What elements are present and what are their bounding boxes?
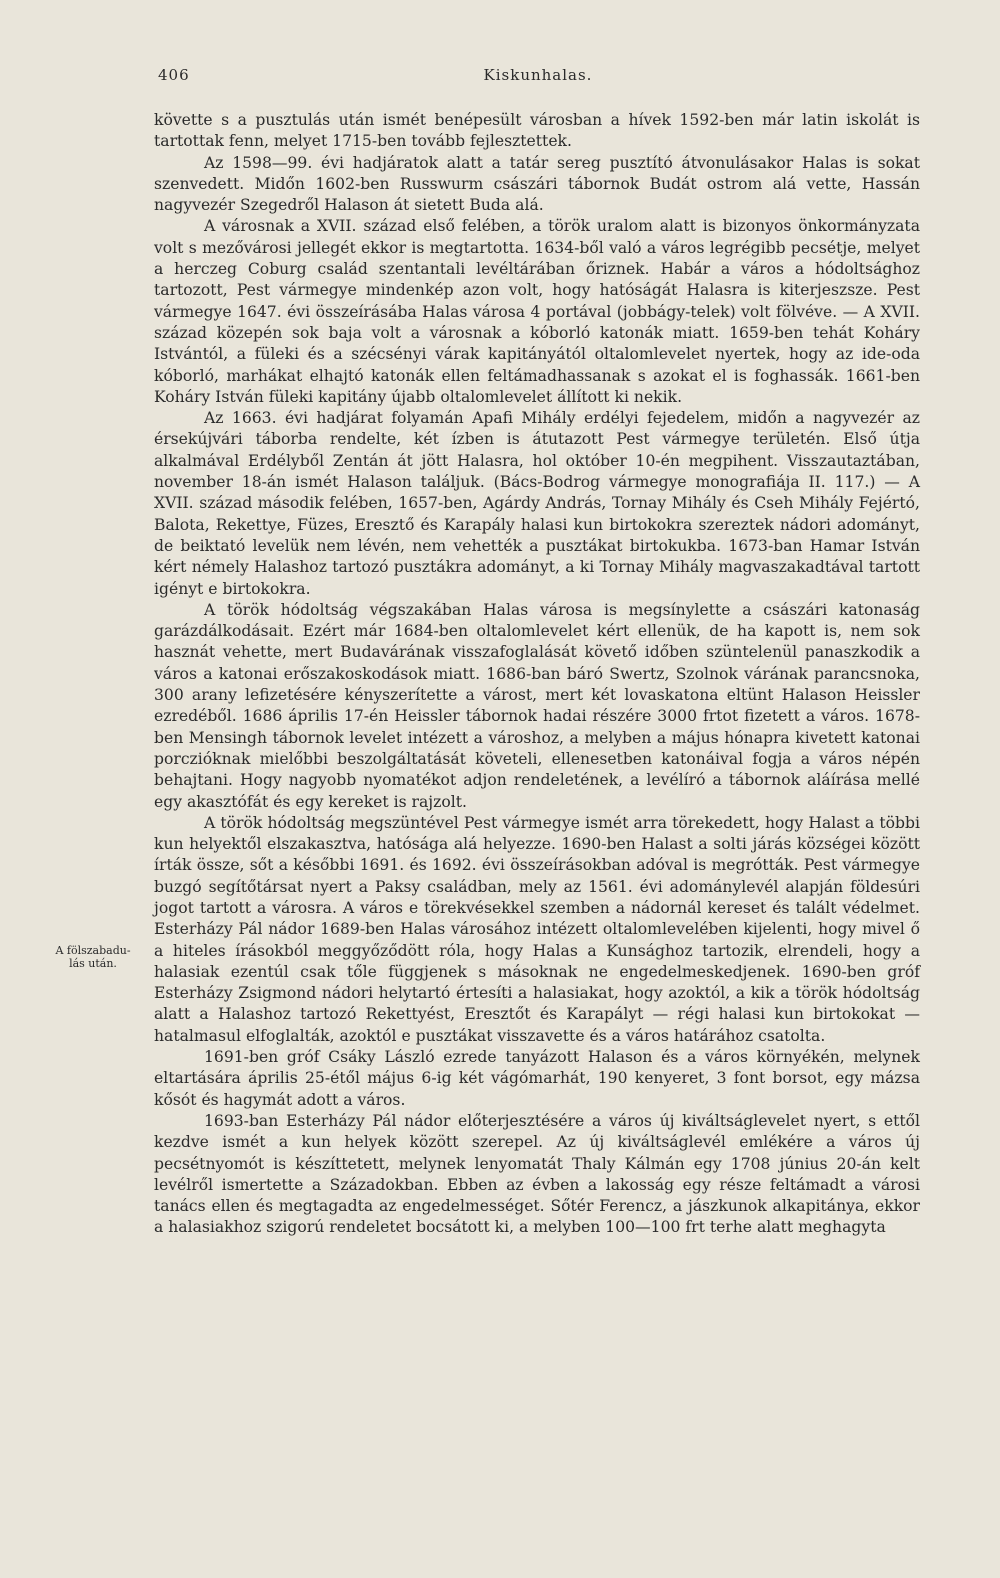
paragraph: A török hódoltság végszakában Halas városa is megsínylette a császári katonaság garázdálkodásait. Ezért már 1684-ben oltalomlevelet kért ellenük, de ha kapott is, nem sok hasznát vehette, mert Budavárának visszafoglalását követő időben szüntelenül panaszkodik a város a katonai erőszakoskodások miatt. 1686-ban báró Swertz, Szolnok várának parancsnoka, 300 arany lefizetésére kényszerítette a várost, mert két lovaskatona eltünt Halason Heissler ezredéből. 1686 április 17-én Heissler tábornok hadai részére 3000 frtot fizetett a város. 1678-ben Mensingh tábornok levelet intézett a városhoz, a melyben a május hónapra kivetett katonai porczióknak mielőbbi beszolgáltatását követeli, ellenesetben katonáival fogja a város népén behajtani. Hogy nagyobb nyomatékot adjon rendeletének, a levélíró a tábornok aláírása mellé egy akasztófát és egy kereket is rajzolt.	[154, 600, 920, 811]
paragraph: 1693-ban Esterházy Pál nádor előterjesztésére a város új kiváltságlevelet nyert, s ettől kezdve ismét a kun helyek között szerepel. Az új kiváltságlevél emlékére a város új pecsétnyomót is készíttetett, melynek lenyomatát Thaly Kálmán egy 1708 június 20-án kelt levélről ismertette a Századokban. Ebben az évben a lakosság egy része feltámadt a városi tanács ellen és megtagadta az engedelmességet. Sőtér Ferencz, a jászkunok alkapitánya, ekkor a halasiakhoz szigorú rendeletet bocsátott ki, a melyben 100—100 frt terhe alatt meghagyta	[154, 1111, 920, 1237]
body-text	[154, 110, 920, 1239]
paragraph: követte s a pusztulás után ismét benépesült városban a hívek 1592-ben már latin iskolát is tartottak fenn, melyet 1715-ben tovább fejlesztettek.	[154, 111, 920, 151]
margin-note-text: A fölszabadu- lás után.	[55, 944, 131, 970]
paragraph: Az 1663. évi hadjárat folyamán Apafi Mihály erdélyi fejedelem, midőn a nagyvezér az érsekújvári táborba rendelte, két ízben is átutazott Pest vármegye területén. Első útja alkalmával Erdélyből Zentán át jött Halasra, hol október 10-én megpihent. Visszautaztában, november 18-án ismét Halason találjuk. (Bács-Bodrog vármegye monografiája II. 117.) — A XVII. század második felében, 1657-ben, Agárdy András, Tornay Mihály és Cseh Mihály Fejértó, Balota, Rekettye, Füzes, Eresztő és Karapály halasi kun birtokokra szereztek nádori adományt, de beiktató levelük nem lévén, nem vehették a pusztákat birtokukba. 1673-ban Hamar István kért némely Halashoz tartozó pusztákra adományt, a ki Tornay Mihály magvaszakadtával tartott igényt e birtokokra.	[154, 409, 920, 598]
paragraph: A városnak a XVII. század első felében, a török uralom alatt is bizonyos önkormányzata volt s mezővárosi jellegét ekkor is megtartotta. 1634-ből való a város legrégibb pecsétje, melyet a herczeg Coburg család szentantali levéltárában őriznek. Habár a város a hódoltsághoz tartozott, Pest vármegye mindenkép azon volt, hogy hatóságát Halasra is kiterjeszsze. Pest vármegye 1647. évi összeírásába Halas városa 4 portával (jobbágy-telek) volt fölvéve. — A XVII. század közepén sok baja volt a városnak a kóborló katonák miatt. 1659-ben tehát Koháry Istvántól, a füleki és a szécsényi várak kapitányától oltalomlevelet nyertek, hogy az ide-oda kóborló, marhákat elhajtó katonák ellen feltámadhassanak s azokat el is foghassák. 1661-ben Koháry István füleki kapitány újabb oltalomlevelet állított ki nekik.	[154, 217, 920, 406]
page-header	[158, 66, 918, 90]
running-title: Kiskunhalas.	[483, 66, 593, 84]
page-number: 406	[158, 66, 190, 84]
paragraph: 1691-ben gróf Csáky László ezrede tanyázott Halason és a város környékén, melynek eltartására április 25-étől május 6-ig két vágómarhát, 190 kenyeret, 3 font borsot, egy mázsa kősót és hagymát adott a város.	[154, 1048, 920, 1109]
paragraph: Az 1598—99. évi hadjáratok alatt a tatár sereg pusztító átvonulásakor Halas is sokat szenvedett. Midőn 1602-ben Russwurm császári tábornok Budát ostrom alá vette, Hassán nagyvezér Szegedről Halason át sietett Buda alá.	[154, 153, 920, 215]
margin-note	[48, 944, 138, 970]
paragraph: A török hódoltság megszüntével Pest vármegye ismét arra törekedett, hogy Halast a többi kun helyektől elszakasztva, hatósága alá helyezze. 1690-ben Halast a solti járás községei között írták össze, sőt a későbbi 1691. és 1692. évi összeírásokban adóval is megrótták. Pest vármegye buzgó segítőtársat nyert a Paksy családban, mely az 1561. évi adománylevél alapján földesúri jogot tartott a városra. A város e törekvésekkel szemben a nádornál kereset és talált védelmet. Esterházy Pál nádor 1689-ben Halas városához intézett oltalomlevelében kijelenti, hogy mivel ő a hiteles írásokból meggyőződött róla, hogy Halas a Kunsághoz tartozik, elrendeli, hogy a halasiak ezentúl csak tőle függjenek s másoknak ne engedelmeskedjenek. 1690-ben gróf Esterházy Zsigmond nádori helytartó értesíti a halasiakat, hogy azoktól, a kik a török hódoltság alatt a Halashoz tartozó Rekettyést, Eresztőt és Karapályt — régi halasi kun birtokokat — hatalmasul elfoglalták, azoktól e pusztákat visszavette és a város határához csatolta.	[154, 813, 920, 1045]
